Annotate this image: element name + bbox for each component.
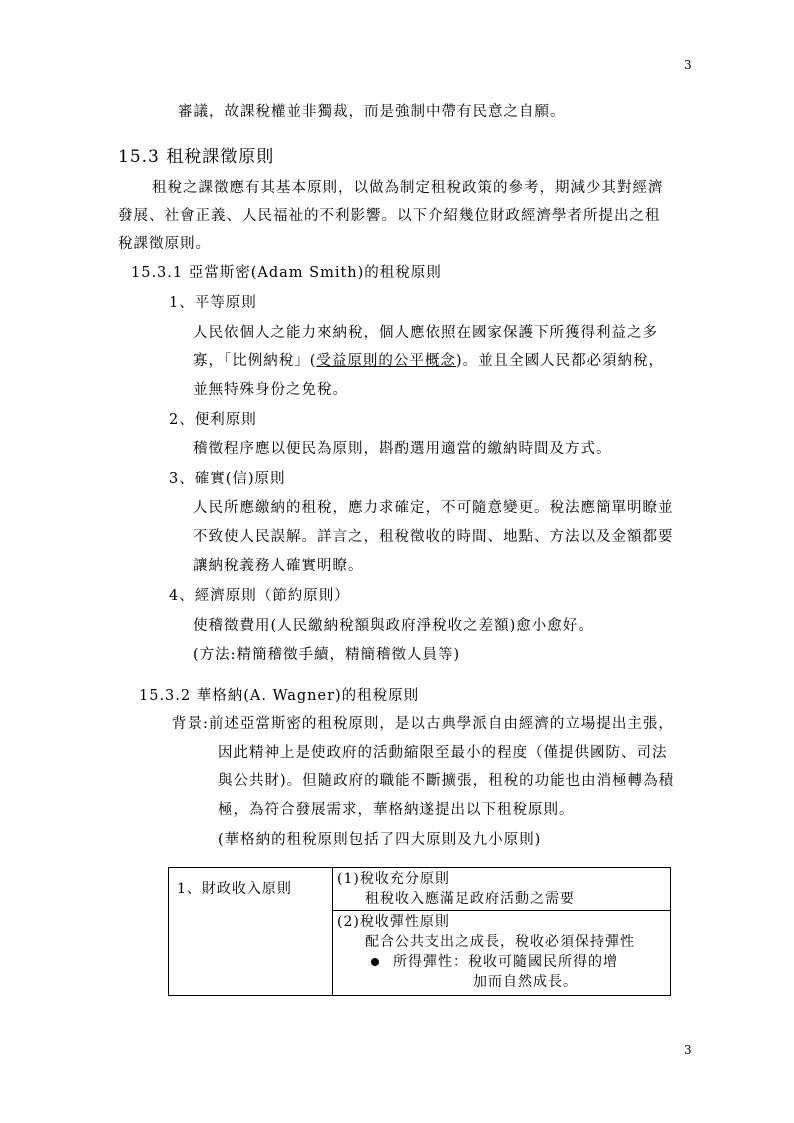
paragraph-line: 因此精神上是使政府的活動縮限至最小的程度（僅提供國防、司法 [218,745,668,761]
table-row [169,868,671,911]
paragraph-line: 並無特殊身份之免稅。 [193,382,348,398]
underlined-text: 受益原則的公平概念 [316,353,456,369]
subsection-heading-15-3-2: 15.3.2 華格納(A. Wagner)的租稅原則 [139,688,420,704]
table-cell-text: (1)稅收充分原則 [337,871,450,887]
table-cell [333,868,671,911]
principles-table [168,867,671,996]
page-number-top: 3 [684,58,692,72]
list-item-heading: 4、經濟原則（節約原則） [169,588,350,604]
page-number-bottom: 3 [684,1043,692,1057]
text-segment: )。並且全國人民都必須納稅， [455,353,665,369]
table-cell-text: 所得彈性：稅收可隨國民所得的增 [393,954,618,970]
paragraph-line: 租稅之課徵應有其基本原則，以做為制定租稅政策的參考，期減少其對經濟 [152,180,664,196]
paragraph-line: 與公共財)。但隨政府的職能不斷擴張，租稅的功能也由消極轉為積 [218,773,675,789]
paragraph-line: 讓納稅義務人確實明瞭。 [193,558,364,574]
subsection-heading-15-3-1: 15.3.1 亞當斯密(Adam Smith)的租稅原則 [131,265,442,281]
paragraph-line: 使稽徵費用(人民繳納稅額與政府淨稅收之差額)愈小愈好。 [193,618,594,634]
paragraph-line [193,351,664,371]
paragraph-line: 審議，故課稅權並非獨裁，而是強制中帶有民意之自願。 [178,104,566,120]
list-item-heading: 1、平等原則 [169,295,257,311]
paragraph-line: 發展、社會正義、人民福祉的不利影響。以下介紹幾位財政經濟學者所提出之租 [118,208,661,224]
table-cell [333,911,671,996]
table-cell-text: 租稅收入應滿足政府活動之需要 [365,891,575,907]
bullet-item [371,952,618,972]
paragraph-line: 人民所應繳納的租稅，應力求確定，不可隨意變更。稅法應簡單明瞭並 [193,500,674,516]
paragraph-line: 背景:前述亞當斯密的租稅原則，是以古典學派自由經濟的立場提出主張， [172,716,674,732]
table-cell-text: 配合公共支出之成長，稅收必須保持彈性 [365,934,635,950]
bullet-icon [371,958,379,966]
paragraph-line: 不致使人民誤解。詳言之，租稅徵收的時間、地點、方法以及金額都要 [193,529,674,545]
paragraph-line: (方法:精簡稽徵手續，精簡稽徵人員等) [193,647,461,663]
paragraph-line: 人民依個人之能力來納稅，個人應依照在國家保護下所獲得利益之多 [193,325,658,341]
paragraph-line: 稽徵程序應以便民為原則，斟酌選用適當的繳納時間及方式。 [193,441,612,457]
table-cell-text: 1、財政收入原則 [177,881,292,897]
list-item-heading: 3、確實(信)原則 [169,471,286,487]
text-segment: 寡，「比例納稅」( [193,353,317,369]
paragraph-line: 稅課徵原則。 [118,236,211,252]
paragraph-line: (華格納的租稅原則包括了四大原則及九小原則) [218,832,542,848]
section-heading-15-3: 15.3 租稅課徵原則 [118,147,275,167]
list-item-heading: 2、便利原則 [169,412,257,428]
table-cell-text: 加而自然成長。 [473,974,578,990]
table-cell-category [169,868,333,996]
paragraph-line: 極，為符合發展需求，華格納遂提出以下租稅原則。 [218,802,575,818]
table-cell-text: (2)稅收彈性原則 [337,914,450,930]
